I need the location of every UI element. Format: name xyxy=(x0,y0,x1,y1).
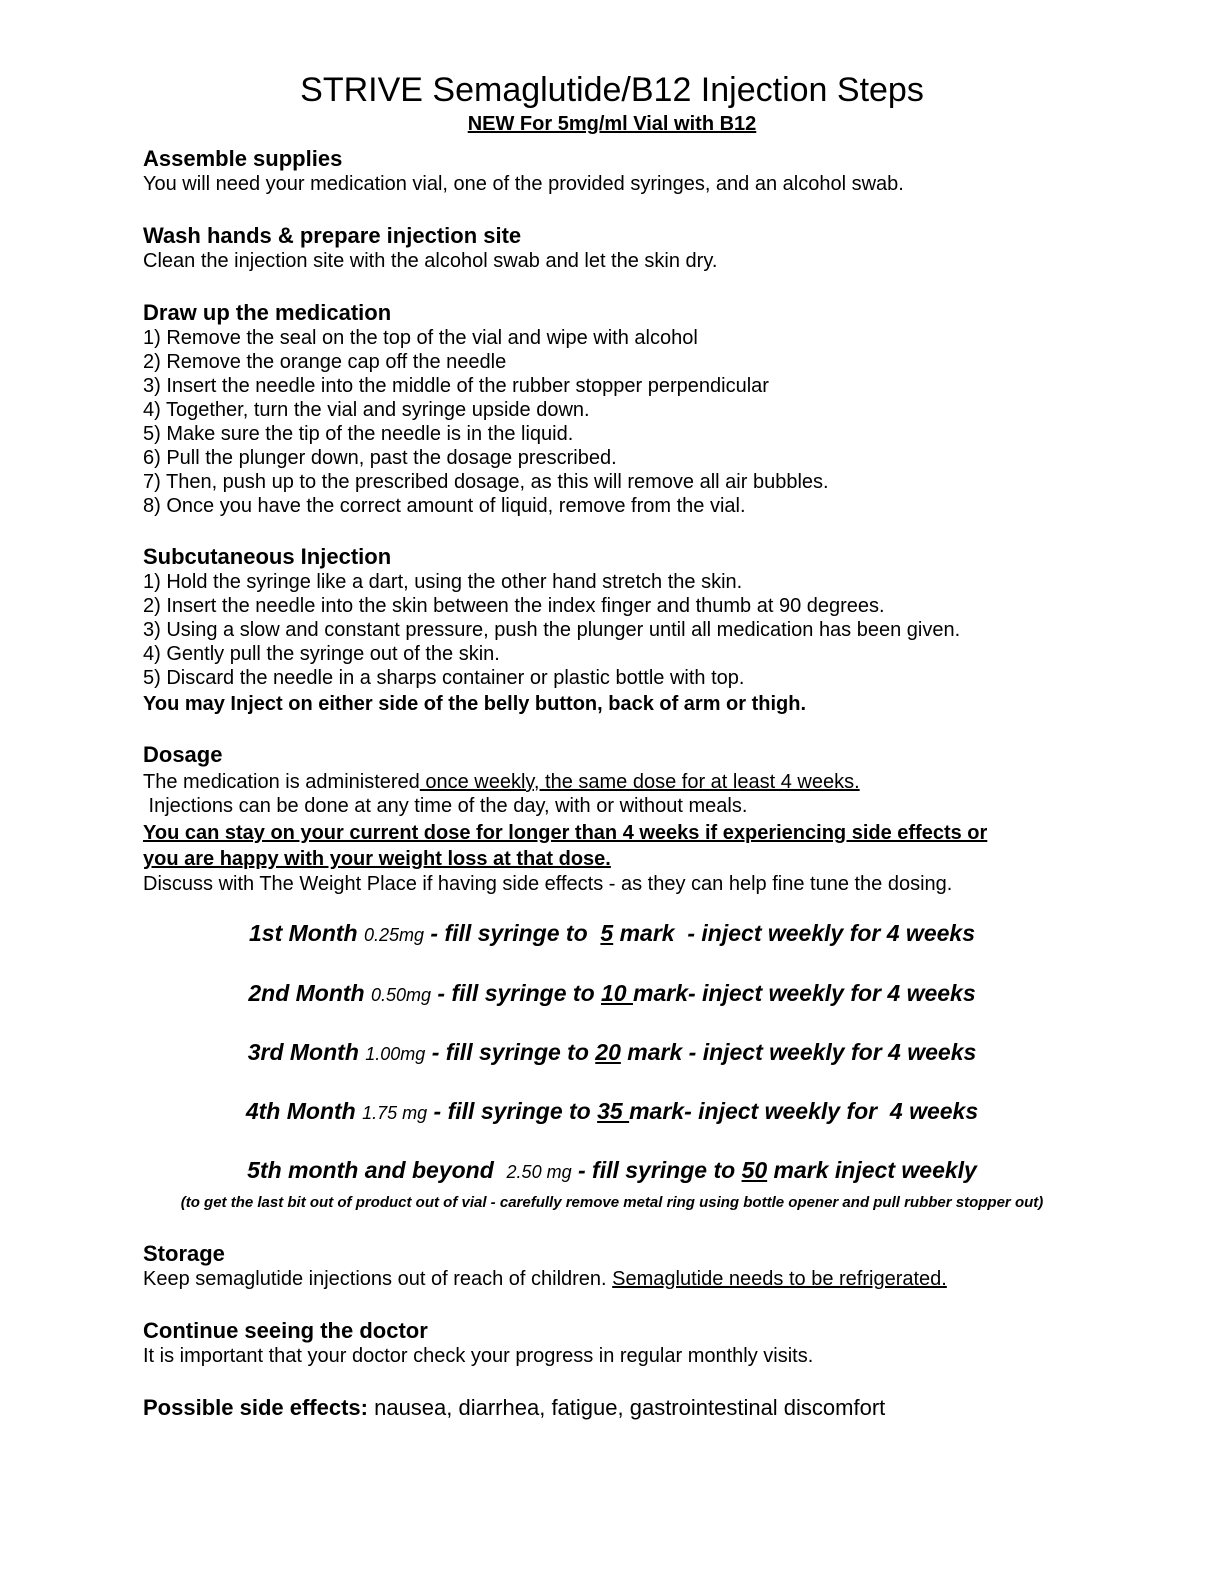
subq-heading: Subcutaneous Injection xyxy=(143,544,392,569)
dose-post: mark - inject weekly for 4 weeks xyxy=(620,1039,977,1065)
side-effects-section xyxy=(143,1395,1083,1421)
page-subtitle: NEW For 5mg/ml Vial with B12 xyxy=(467,113,757,135)
draw-section xyxy=(143,300,1083,518)
assemble-text: You will need your medication vial, one of the provided syringes, and an alcohol swab. xyxy=(143,173,904,195)
dose-mark: 10 xyxy=(601,980,633,1006)
subq-step: 5) Discard the needle in a sharps container or plastic bottle with top. xyxy=(143,667,745,689)
dosage-heading: Dosage xyxy=(143,742,223,767)
dose-post: mark - inject weekly for 4 weeks xyxy=(613,920,975,946)
dose-row xyxy=(0,919,1224,949)
dosage-line-1-underlined: once weekly, the same dose for at least 4 weeks. xyxy=(419,771,860,793)
draw-step: 4) Together, turn the vial and syringe upside down. xyxy=(143,399,590,421)
doctor-heading: Continue seeing the doctor xyxy=(143,1318,428,1343)
dosage-bold-line-1: You can stay on your current dose for longer than 4 weeks if experiencing side effects or xyxy=(143,822,988,844)
dose-pre: - fill syringe to xyxy=(431,980,602,1006)
dose-mg: 2.50 mg xyxy=(506,1162,572,1182)
dose-mg: 0.50mg xyxy=(371,985,432,1005)
side-effects-text: nausea, diarrhea, fatigue, gastrointestinal discomfort xyxy=(367,1395,886,1420)
side-effects-label: Possible side effects: xyxy=(143,1395,368,1420)
draw-heading: Draw up the medication xyxy=(143,300,392,325)
dosage-section xyxy=(143,742,1083,896)
dose-row xyxy=(0,1038,1224,1068)
dose-pre: - fill syringe to xyxy=(424,920,601,946)
storage-text: Keep semaglutide injections out of reach of children. xyxy=(143,1268,613,1290)
subq-section xyxy=(143,544,1083,716)
storage-heading: Storage xyxy=(143,1241,225,1266)
dose-mark: 50 xyxy=(741,1157,768,1183)
subq-step: 3) Using a slow and constant pressure, push the plunger until all medication has been given. xyxy=(143,619,961,641)
dose-mg: 1.75 mg xyxy=(362,1103,428,1123)
draw-step: 2) Remove the orange cap off the needle xyxy=(143,351,507,373)
page-title: STRIVE Semaglutide/B12 Injection Steps xyxy=(300,71,924,109)
doctor-text: It is important that your doctor check your progress in regular monthly visits. xyxy=(143,1345,814,1367)
dosage-bold-line-2: you are happy with your weight loss at that dose. xyxy=(143,848,611,870)
dose-mark: 35 xyxy=(597,1098,630,1124)
dose-pre: - fill syringe to xyxy=(571,1157,742,1183)
draw-step: 3) Insert the needle into the middle of the rubber stopper perpendicular xyxy=(143,375,769,397)
dose-mark: 20 xyxy=(595,1039,621,1065)
assemble-heading: Assemble supplies xyxy=(143,146,343,171)
dose-row xyxy=(0,979,1224,1009)
wash-heading: Wash hands & prepare injection site xyxy=(143,223,522,248)
subq-step: 4) Gently pull the syringe out of the skin. xyxy=(143,643,500,665)
dose-post: mark- inject weekly for 4 weeks xyxy=(629,1098,979,1124)
doctor-section xyxy=(143,1318,1083,1368)
dosage-line-3: Discuss with The Weight Place if having side effects - as they can help fine tune the dosing. xyxy=(143,873,953,895)
wash-section xyxy=(143,223,1083,273)
dose-pre: - fill syringe to xyxy=(427,1098,598,1124)
draw-step: 6) Pull the plunger down, past the dosage prescribed. xyxy=(143,447,617,469)
dose-row xyxy=(0,1097,1224,1127)
side-effects-line xyxy=(143,1395,1083,1421)
dose-month: 1st Month xyxy=(249,920,358,946)
draw-step: 5) Make sure the tip of the needle is in the liquid. xyxy=(143,423,574,445)
wash-text: Clean the injection site with the alcohol swab and let the skin dry. xyxy=(143,250,718,272)
subq-step: 2) Insert the needle into the skin between the index finger and thumb at 90 degrees. xyxy=(143,595,885,617)
storage-refrigerate: Semaglutide needs to be refrigerated. xyxy=(612,1268,947,1290)
vial-note: (to get the last bit out of product out of vial - carefully remove metal ring using bottle opener and pull rubber stopper out) xyxy=(180,1194,1044,1211)
dose-mark: 5 xyxy=(600,920,614,946)
storage-section xyxy=(143,1241,1083,1291)
draw-step: 7) Then, push up to the prescribed dosage, as this will remove all air bubbles. xyxy=(143,471,829,493)
dosage-line-2: Injections can be done at any time of the day, with or without meals. xyxy=(143,795,748,817)
dosage-line-1-prefix: The medication is administered xyxy=(143,771,420,793)
dose-month: 2nd Month xyxy=(248,980,365,1006)
dose-month: 4th Month xyxy=(245,1098,356,1124)
dose-pre: - fill syringe to xyxy=(425,1039,596,1065)
dose-month: 3rd Month xyxy=(247,1039,359,1065)
dose-mg: 1.00mg xyxy=(365,1044,426,1064)
draw-step: 1) Remove the seal on the top of the vial and wipe with alcohol xyxy=(143,327,698,349)
subq-sites: You may Inject on either side of the belly button, back of arm or thigh. xyxy=(143,693,807,715)
dosage-line-1 xyxy=(143,770,1083,794)
storage-line xyxy=(143,1267,1083,1291)
dose-month: 5th month and beyond xyxy=(247,1157,494,1183)
dose-post: mark inject weekly xyxy=(767,1157,977,1183)
dose-mg: 0.25mg xyxy=(364,925,425,945)
draw-step: 8) Once you have the correct amount of liquid, remove from the vial. xyxy=(143,495,746,517)
assemble-section xyxy=(143,146,1083,196)
dose-post: mark- inject weekly for 4 weeks xyxy=(633,980,976,1006)
subq-step: 1) Hold the syringe like a dart, using the other hand stretch the skin. xyxy=(143,571,743,593)
dose-row xyxy=(0,1156,1224,1186)
